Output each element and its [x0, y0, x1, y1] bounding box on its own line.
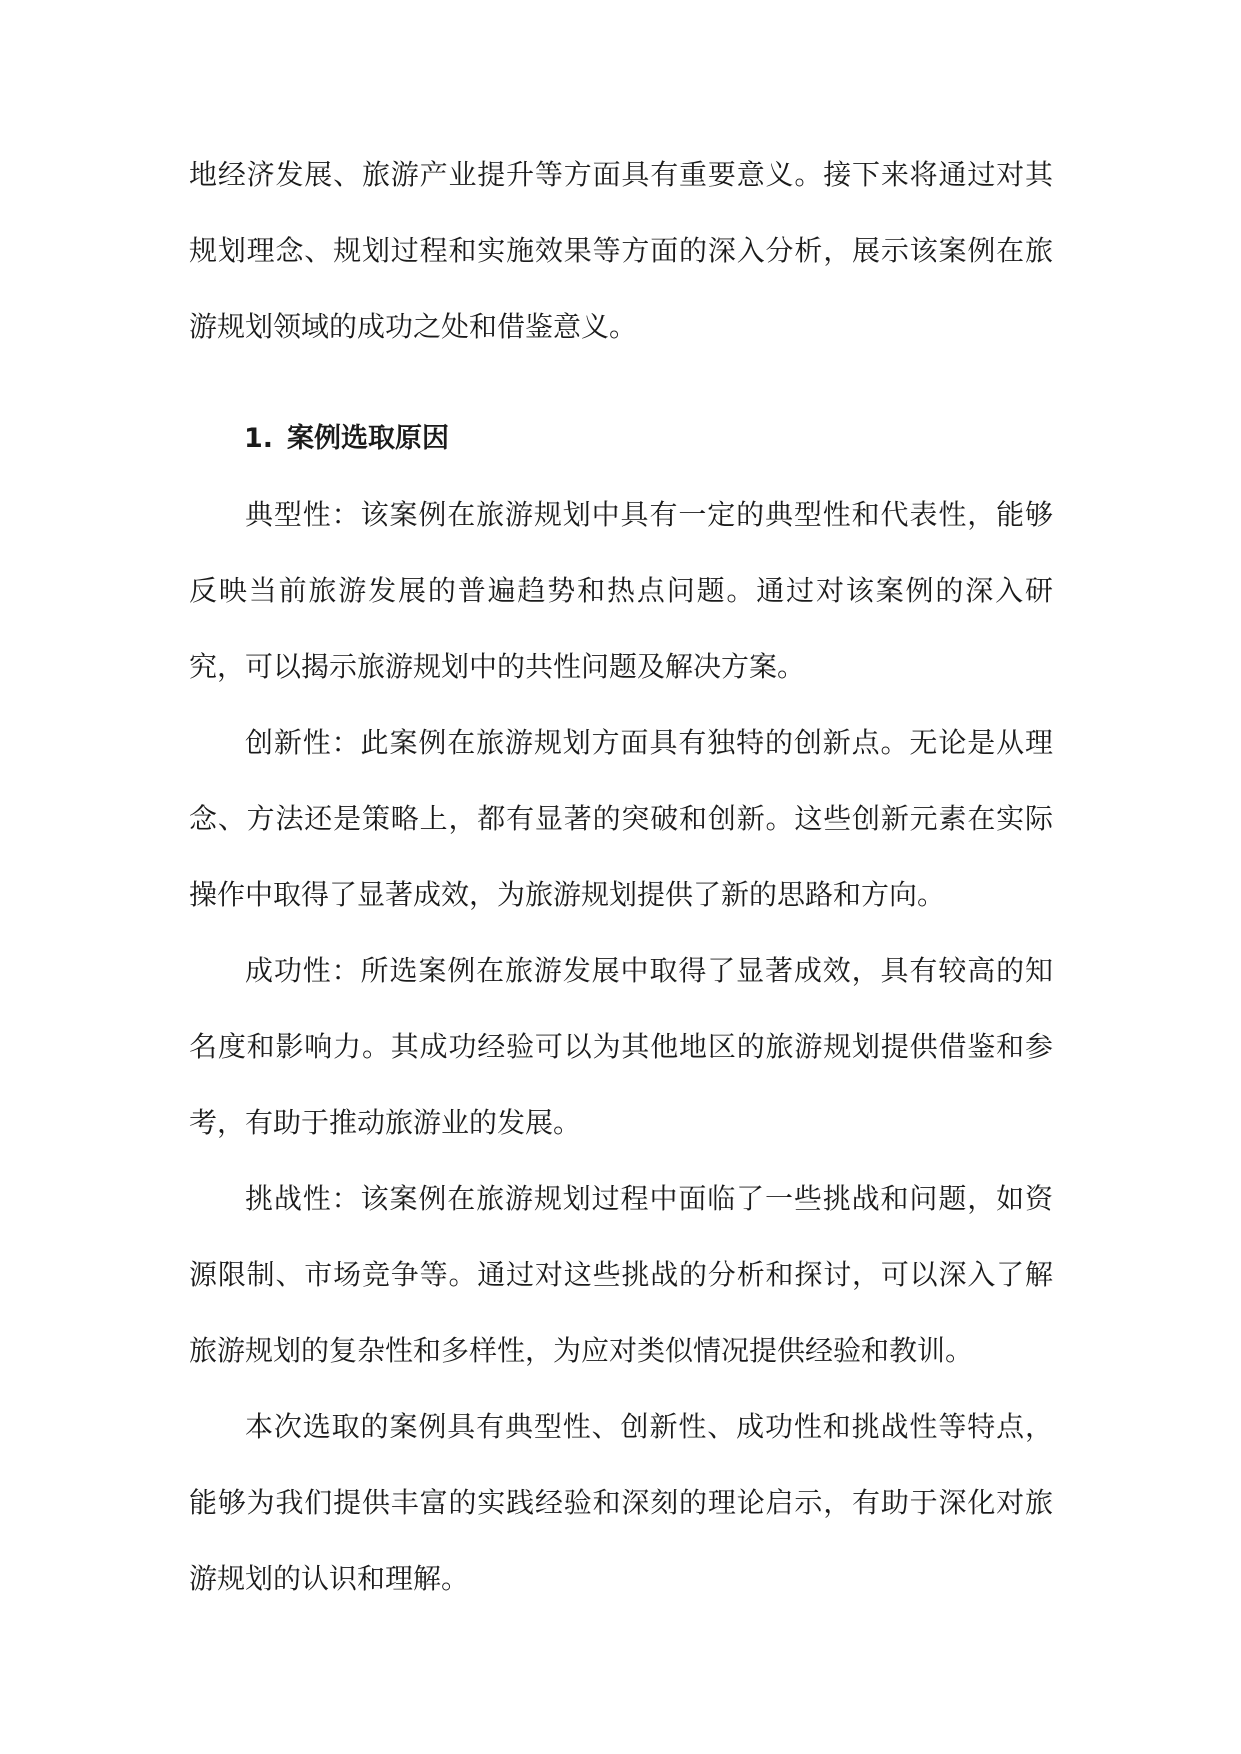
intro-paragraph: 地经济发展、旅游产业提升等方面具有重要意义。接下来将通过对其规划理念、规划过程和实施效果等方面的深入分析，展示该案例在旅游规划领域的成功之处和借鉴意义。 — [189, 158, 1053, 343]
document-body — [189, 137, 1053, 1617]
paragraph-success: 成功性：所选案例在旅游发展中取得了显著成效，具有较高的知名度和影响力。其成功经验可以为其他地区的旅游规划提供借鉴和参考，有助于推动旅游业的发展。 — [189, 954, 1053, 1139]
paragraph-innovation: 创新性：此案例在旅游规划方面具有独特的创新点。无论是从理念、方法还是策略上，都有显著的突破和创新。这些创新元素在实际操作中取得了显著成效，为旅游规划提供了新的思路和方向。 — [189, 726, 1053, 911]
section-heading — [189, 401, 1053, 477]
paragraph-challenge: 挑战性：该案例在旅游规划过程中面临了一些挑战和问题，如资源限制、市场竞争等。通过对这些挑战的分析和探讨，可以深入了解旅游规划的复杂性和多样性，为应对类似情况提供经验和教训。 — [189, 1182, 1053, 1367]
section-number: 1. — [244, 423, 274, 454]
paragraph-typicality: 典型性：该案例在旅游规划中具有一定的典型性和代表性，能够反映当前旅游发展的普遍趋势和热点问题。通过对该案例的深入研究，可以揭示旅游规划中的共性问题及解决方案。 — [189, 498, 1053, 683]
paragraph-summary: 本次选取的案例具有典型性、创新性、成功性和挑战性等特点，能够为我们提供丰富的实践经验和深刻的理论启示，有助于深化对旅游规划的认识和理解。 — [189, 1410, 1053, 1595]
section-title: 案例选取原因 — [287, 423, 450, 454]
